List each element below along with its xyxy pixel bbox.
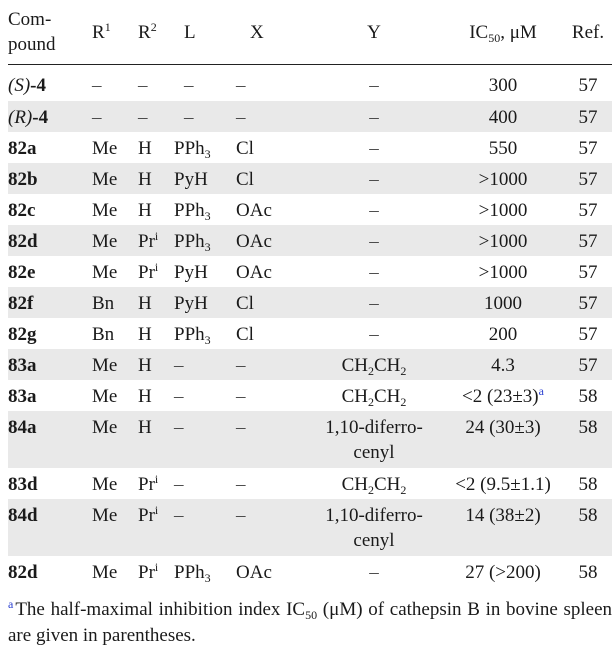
cell-l [174,318,236,349]
cell-y-line2: cenyl [353,529,395,551]
cell-y-part: CH [341,354,368,376]
table-row [8,256,612,287]
cell-y: – [369,199,379,221]
table-row [8,225,612,256]
cell-ref: 57 [578,323,598,345]
cell-ic50-value: <2 (23±3) [462,385,539,407]
cell-y: – [369,323,379,345]
cell-ref: 57 [564,225,612,256]
header-ic50-main: IC [469,21,489,43]
cell-y-sub: 2 [400,363,407,378]
header-r1-sup: 1 [104,19,111,34]
cell-y: – [306,287,442,318]
cell-ic50: 1000 [442,287,564,318]
cell-r2-value: Pr [138,473,155,495]
cell-r2 [138,499,174,556]
cell-y-sub: 2 [368,394,374,409]
cell-r2: H [138,137,152,159]
cell-ic50: >1000 [442,163,564,194]
table-row [8,411,612,468]
header-x: X [236,0,306,65]
table-row [8,163,612,194]
cell-ic50: >1000 [442,225,564,256]
cell-r1: Me [92,473,118,495]
cell-r2 [138,468,174,499]
cell-y-line2: cenyl [353,441,395,463]
cell-compound: 82a [8,137,37,159]
cell-x: – [236,101,306,132]
cell-ic50: >1000 [478,199,528,221]
header-r1 [92,0,138,65]
cell-compound: 82d [8,225,92,256]
cell-x: – [236,411,306,468]
footnote-sub: 50 [305,608,318,622]
cell-ref: 57 [564,101,612,132]
cell-r1: Me [92,225,138,256]
cell-l-sub: 3 [204,332,211,347]
table-row [8,556,612,587]
table-row [8,65,612,101]
cell-l-value: – [184,106,194,128]
cell-r1: Me [92,199,118,221]
cell-r2: – [138,75,148,96]
cell-r2: H [138,323,152,345]
cell-ref: 57 [578,261,598,283]
header-compound [8,0,92,65]
cell-r2: H [138,385,152,407]
cell-l [174,65,236,101]
cell-x: OAc [236,225,306,256]
cell-l-value: PPh [174,137,205,159]
cell-r1: Me [92,163,138,194]
cell-ic50 [442,380,564,411]
header-y: Y [306,0,442,65]
cell-y [306,380,442,411]
header-l-label: L [184,21,196,43]
header-compound-line2: pound [8,34,56,55]
cell-r1: Me [92,499,138,556]
cell-ref: 57 [564,349,612,380]
cell-l: – [174,385,184,407]
header-ic50-unit: , μM [500,21,537,43]
ic50-table-container [8,0,612,587]
cell-r2: H [138,199,152,221]
cell-compound: 83a [8,349,92,380]
table-row [8,468,612,499]
cell-l: – [174,411,236,468]
cell-ic50: <2 (9.5±1.1) [455,473,551,495]
cell-r1: Me [92,561,118,583]
cell-y [306,499,442,556]
header-r2-sup: 2 [150,19,157,34]
cell-r2-value: Pr [138,230,155,252]
cell-l-sub: 3 [204,570,211,585]
cell-r1: Me [92,411,138,468]
cell-r2-sup: i [154,471,159,486]
cell-l [174,101,236,132]
cell-l [174,225,236,256]
cell-r1: – [92,75,102,96]
footnote-text: The half-maximal inhibition index IC [15,599,306,620]
cell-x: Cl [236,163,306,194]
compound-stereo-prefix: (R) [8,106,33,128]
cell-r2-sup: i [154,502,159,517]
cell-y: – [369,137,379,159]
cell-r2 [138,225,174,256]
table-row [8,380,612,411]
cell-r2: H [138,163,174,194]
cell-l-value: PPh [174,230,205,252]
cell-ref: 58 [578,473,598,495]
cell-x: OAc [236,561,272,583]
cell-x: – [236,473,246,495]
table-row [8,101,612,132]
cell-compound: 82f [8,287,92,318]
cell-r1: Bn [92,323,115,345]
table-row [8,349,612,380]
cell-r1: Me [92,261,118,283]
header-ic50 [442,0,564,65]
cell-ic50: 300 [488,75,518,96]
cell-y: – [306,225,442,256]
table-row [8,194,612,225]
cell-ic50: 400 [442,101,564,132]
cell-compound: 83a [8,385,37,407]
cell-r2-sup: i [154,559,159,574]
header-l [174,0,236,65]
footnote-mark-a: a [8,597,14,611]
header-ref: Ref. [564,0,612,65]
table-row [8,132,612,163]
cell-l: – [174,499,236,556]
table-footnote [8,597,612,649]
cell-compound: 82e [8,261,36,283]
cell-y-line1: 1,10-diferro- [325,416,423,438]
cell-r2: H [138,287,174,318]
cell-y: – [306,163,442,194]
cell-y [306,468,442,499]
cell-compound: 82b [8,163,92,194]
cell-x: Cl [236,287,306,318]
cell-y [306,411,442,468]
cell-r2-sup: i [154,259,159,274]
cell-l: PyH [174,261,208,283]
cell-ic50: 27 (>200) [465,561,541,583]
cell-x: Cl [236,323,254,345]
cell-r1: Bn [92,287,138,318]
cell-x: – [236,75,246,96]
cell-ic50: 14 (38±2) [442,499,564,556]
cell-ref: 57 [564,287,612,318]
cell-ref: 58 [564,499,612,556]
cell-l-value: PPh [174,323,205,345]
cell-y: – [306,101,442,132]
cell-ref: 58 [578,385,598,407]
table-row [8,318,612,349]
cell-l [174,194,236,225]
cell-x: OAc [236,199,272,221]
compound-id: -4 [30,75,46,96]
cell-l: – [174,473,184,495]
table-header-row [8,0,612,65]
cell-x: Cl [236,137,254,159]
cell-x: – [236,499,306,556]
header-ic50-sub: 50 [488,30,501,45]
cell-y-sub: 2 [400,482,407,497]
cell-l-sub: 3 [204,146,211,161]
cell-y-line1: 1,10-diferro- [325,504,423,526]
cell-compound: 82g [8,323,37,345]
cell-y-part: CH [374,385,401,407]
cell-ref: 57 [578,199,598,221]
header-r1-label: R [92,21,105,43]
cell-y [306,349,442,380]
cell-y: – [369,75,379,96]
header-r2 [138,0,174,65]
cell-l: PyH [174,287,236,318]
cell-compound [8,65,92,101]
cell-y-part: CH [341,473,368,495]
cell-compound [8,101,92,132]
footnote-link-a[interactable]: a [538,383,544,398]
cell-y-sub: 2 [368,363,374,378]
cell-l-value: PPh [174,561,205,583]
cell-l-value: PPh [174,199,205,221]
cell-r1: Me [92,349,138,380]
cell-x: – [236,349,306,380]
cell-ref: 57 [578,75,598,96]
cell-compound: 82d [8,561,38,583]
cell-l: PyH [174,163,236,194]
cell-ic50: 24 (30±3) [442,411,564,468]
footnote-text-rest: (μM) of cathepsin B in bovine spleen are given in parentheses. [8,599,612,646]
cell-ref: 58 [578,561,598,583]
cell-ic50: 4.3 [442,349,564,380]
header-r2-label: R [138,21,151,43]
cell-y-sub: 2 [400,394,407,409]
cell-ic50: 550 [488,137,518,159]
cell-l-sub: 3 [204,239,211,254]
cell-y-sub: 2 [368,482,374,497]
cell-compound: 82c [8,199,36,221]
compound-id: -4 [32,106,49,128]
cell-y-part: CH [374,354,401,376]
cell-ref: 57 [564,163,612,194]
cell-ic50: 200 [488,323,518,345]
cell-r1: – [92,101,138,132]
cell-ref: 57 [578,137,598,159]
cell-l-value: – [184,75,194,96]
cell-compound: 83d [8,473,38,495]
cell-y-part: CH [341,385,368,407]
cell-r1: Me [92,385,118,407]
cell-r2: H [138,349,174,380]
cell-r2: – [138,101,174,132]
cell-x: – [236,385,246,407]
cell-x: OAc [236,261,272,283]
cell-r2-value: Pr [138,261,155,283]
cell-y: – [369,561,379,583]
cell-l [174,556,236,587]
cell-l: – [174,349,236,380]
cell-l-sub: 3 [204,208,211,223]
header-compound-line1: Com- [8,9,52,30]
cell-r2: H [138,411,174,468]
cell-compound: 84a [8,411,92,468]
cell-r2 [138,556,174,587]
cell-r1: Me [92,137,118,159]
cell-y-part: CH [374,473,401,495]
cell-y: – [369,261,379,283]
table-row [8,499,612,556]
compound-stereo-prefix: (S) [8,75,31,96]
cell-ref: 58 [564,411,612,468]
cell-l [174,132,236,163]
ic50-table [8,0,612,587]
cell-r2-value: Pr [138,561,155,583]
cell-compound: 84d [8,499,92,556]
cell-r2 [138,256,174,287]
cell-ic50: >1000 [478,261,528,283]
cell-r2-value: Pr [138,504,155,526]
cell-r2-sup: i [154,228,159,243]
table-row [8,287,612,318]
